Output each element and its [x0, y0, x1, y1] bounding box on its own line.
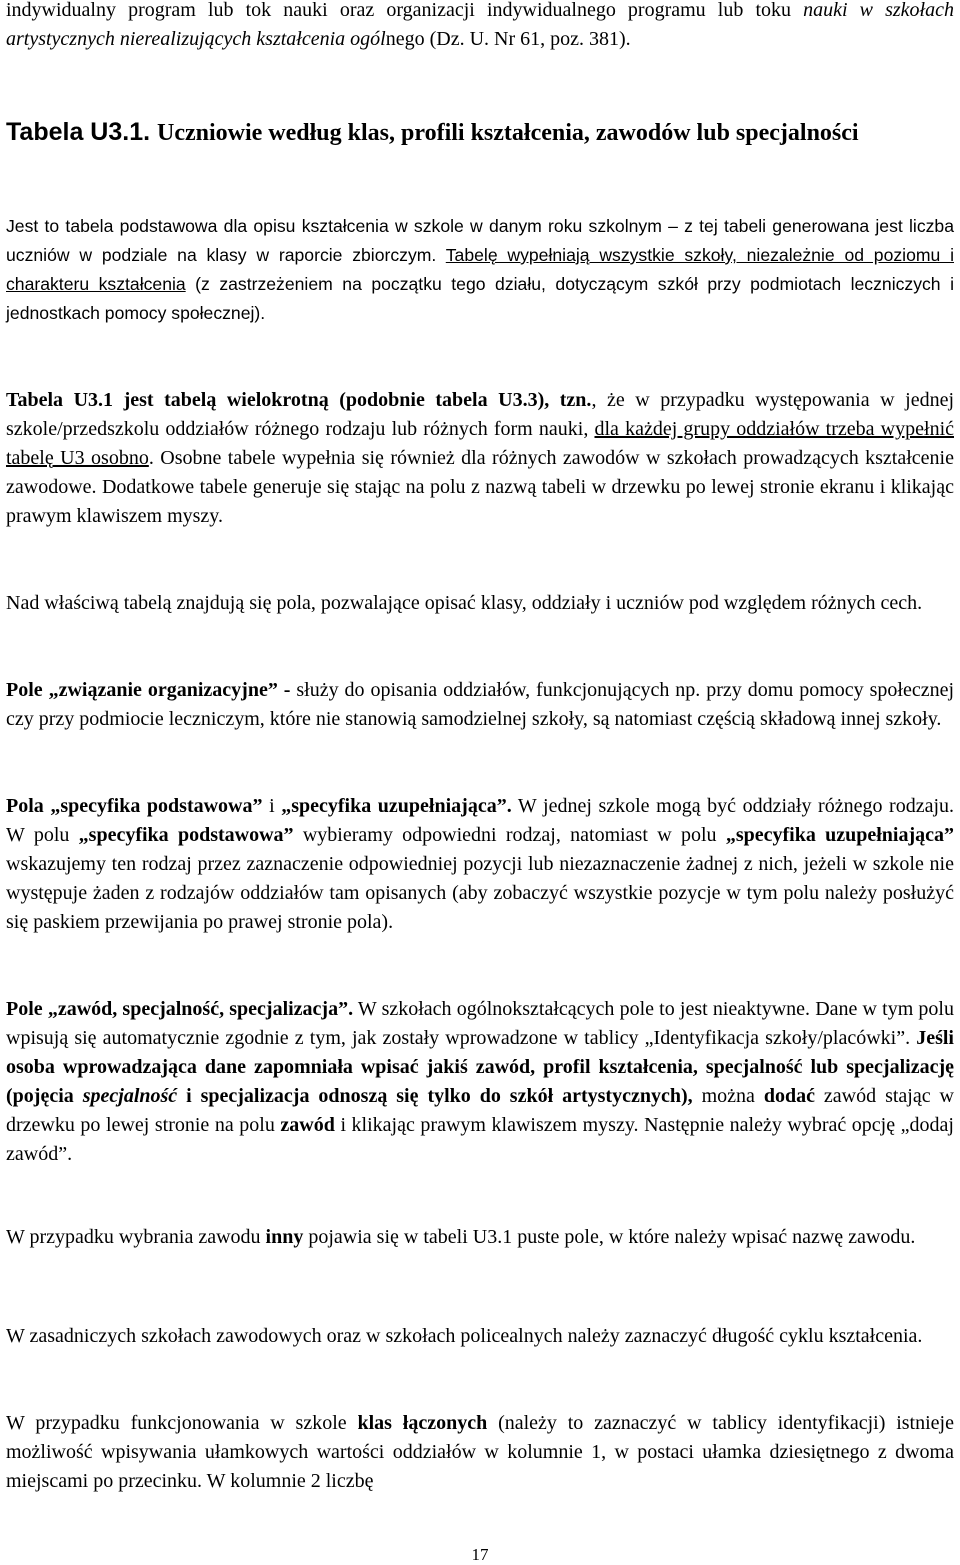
paragraph-zawod-inny: W przypadku wybrania zawodu inny pojawia się w tabeli U3.1 puste pole, w które należy wpisać nazwę zawodu. [6, 1226, 916, 1248]
paragraph-pola-specyfika: Pola „specyfika podstawowa” i „specyfika uzupełniająca”. W jednej szkole mogą być oddziały różnego rodzaju. W polu „specyfika podstawowa” wybieramy odpowiedni rodzaj, natomiast w polu „specyfika uzupełniająca” wskazujemy ten rodzaj przez zaznaczenie odpowiedniej pozycji lub niezaznaczenie żadnej z nich, jeżeli w szkole nie występuje żaden z rodzajów oddziałów tam opisanych (aby zobaczyć wszystkie pozycje w tym polu należy posłużyć się paskiem przewijania po prawej stronie pola). [6, 795, 955, 933]
paragraph-fields-intro: Nad właściwą tabelą znajdują się pola, pozwalające opisać klasy, oddziały i uczniów pod względem różnych cech. [6, 592, 923, 614]
section-heading: Tabela U3.1. Uczniowie według klas, profili kształcenia, zawodów lub specjalności [6, 118, 859, 146]
paragraph-intro: indywidualny program lub tok nauki oraz organizacji indywidualnego programu lub toku nauki w szkołach artystycznych nierealizujących kształcenia ogólnego (Dz. U. Nr 61, poz. 381). [6, 0, 954, 50]
paragraph-multiple-table: Tabela U3.1 jest tabelą wielokrotną (podobnie tabela U3.3), tzn., że w przypadku występowania w jednej szkole/przedszkolu oddziałów różnego rodzaju lub różnych form nauki, dla każdej grupy oddziałów trzeba wypełnić tabelę U3 osobno. Osobne tabele wypełnia się również dla różnych zawodów w szkołach prowadzących kształcenie zawodowe. Dodatkowe tabele generuje się stając na polu z nazwą tabeli w drzewku po lewej stronie ekranu i klikając prawym klawiszem myszy. [6, 389, 955, 527]
paragraph-pole-zawod: Pole „zawód, specjalność, specjalizacja”. W szkołach ogólnokształcących pole to jest nieaktywne. Dane w tym polu wpisują się automatycznie zgodnie z tym, jak zostały wprowadzone w tablicy „Identyfikacja szkoły/placówki”. Jeśli osoba wprowadzająca dane zapomniała wpisać jakiś zawód, profil kształcenia, specjalność lub specjalizację (pojęcia specjalność i specjalizacja odnoszą się tylko do szkół artystycznych), można dodać zawód stając w drzewku po lewej stronie na polu zawód i klikając prawym klawiszem myszy. Następnie należy wybrać opcję „dodaj zawód”. [6, 998, 954, 1165]
paragraph-cykl-ksztalcenia: W zasadniczych szkołach zawodowych oraz w szkołach policealnych należy zaznaczyć długość cyklu kształcenia. [6, 1325, 923, 1347]
paragraph-u31-description: Jest to tabela podstawowa dla opisu kształcenia w szkole w danym roku szkolnym – z tej tabeli generowana jest liczba uczniów w podziale na klasy w raporcie zbiorczym. Tabelę wypełniają wszystkie szkoły, niezależnie od poziomu i charakteru kształcenia (z zastrzeżeniem na początku tego działu, dotyczącym szkół przy podmiotach leczniczych i jednostkach pomocy społecznej). [6, 216, 954, 323]
page-number: 17 [471, 1545, 489, 1564]
paragraph-klasy-laczone: W przypadku funkcjonowania w szkole klas łączonych (należy to zaznaczyć w tablicy identyfikacji) istnieje możliwość wpisywania ułamkowych wartości oddziałów w kolumnie 1, w postaci ułamka dziesiętnego z dwoma miejscami po przecinku. W kolumnie 2 liczbę [6, 1412, 954, 1492]
paragraph-pole-zwiazanie: Pole „związanie organizacyjne” - służy do opisania oddziałów, funkcjonujących np. przy domu pomocy społecznej czy przy podmiocie leczniczym, które nie stanowią samodzielnej szkoły, są natomiast częścią składową innej szkoły. [6, 679, 955, 730]
